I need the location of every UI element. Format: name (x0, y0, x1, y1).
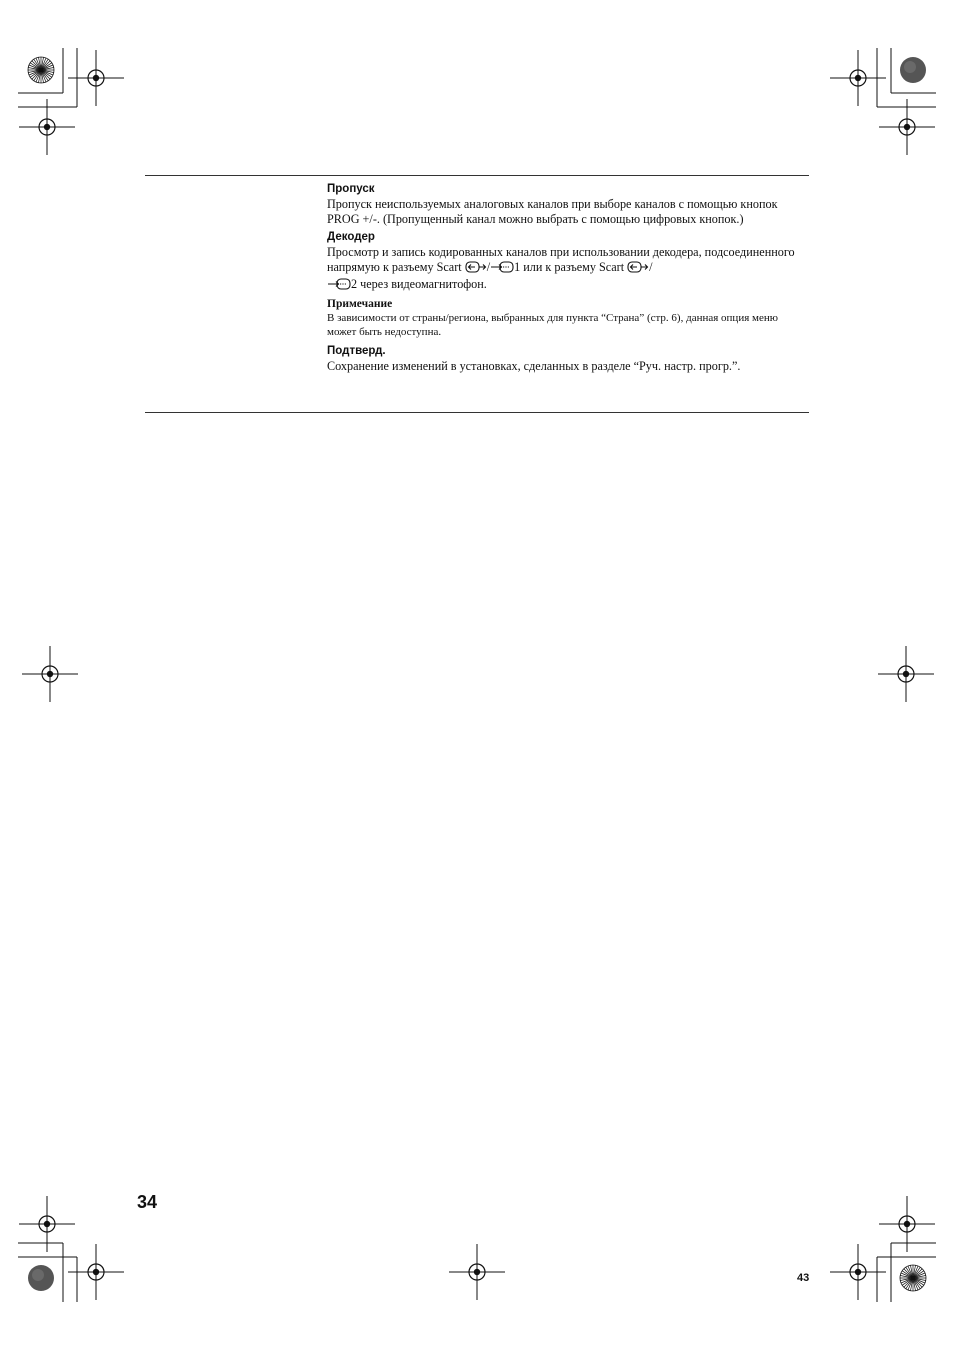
print-folio: 43 (797, 1272, 810, 1284)
slash-2: / (649, 260, 653, 274)
text-decoder-part2: 1 или к разъему Scart (514, 260, 625, 274)
note-text: В зависимости от страны/региона, выбранных для пункта “Страна” (стр. 6), данная опция меню может быть недоступна. (327, 312, 778, 338)
heading-skip: Пропуск (327, 183, 375, 195)
text-decoder-part1: Просмотр и запись кодированных каналов при использовании декодера, подсоединенного напрямую к разъему Scart (327, 245, 795, 274)
text-confirm: Сохранение изменений в установках, сделанных в разделе “Руч. настр. прогр.”. (327, 359, 741, 373)
text-decoder-part3: 2 через видеомагнитофон. (351, 277, 487, 291)
slash-1: / (486, 260, 491, 274)
note-heading: Примечание (327, 298, 393, 310)
heading-confirm: Подтверд. (327, 345, 386, 357)
heading-decoder: Декодер (327, 231, 375, 243)
page-number: 34 (137, 1192, 158, 1212)
text-skip: Пропуск неиспользуемых аналоговых каналов при выборе каналов с помощью кнопок PROG +/-. (Пропущенный канал можно выбрать с помощью цифровых кнопок.) (327, 197, 778, 226)
